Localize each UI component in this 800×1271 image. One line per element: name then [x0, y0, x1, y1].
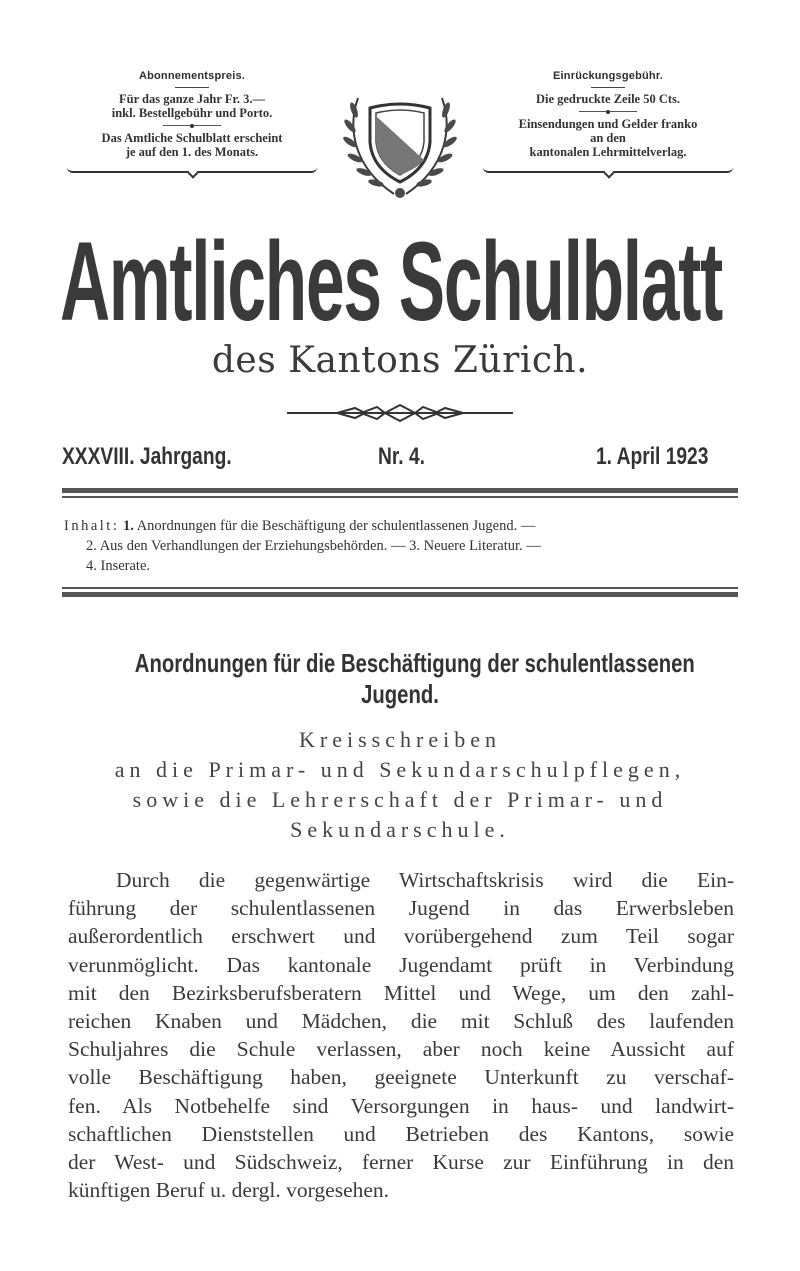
- contents-label: Inhalt:: [64, 518, 120, 534]
- double-rule-top-thick: [62, 488, 738, 493]
- masthead: [60, 222, 740, 342]
- body-line: reichen Knaben und Mädchen, die mit Schluß des laufenden: [68, 1009, 734, 1034]
- zurich-coat-of-arms-icon: [338, 86, 462, 204]
- issue-number: Nr. 4.: [378, 443, 425, 470]
- body-line: der West- und Südschweiz, ferner Kurse zur Einführung in den: [68, 1150, 734, 1175]
- subscription-price-title: Abonnementspreis.: [138, 70, 246, 82]
- ornament-divider-icon: [285, 403, 515, 423]
- insertion-fee-box: [478, 70, 738, 173]
- double-rule-bottom-thick: [62, 592, 738, 597]
- body-line: mit den Bezirksberufsberatern Mittel und Wege, um den zahl-: [68, 980, 734, 1005]
- contents-line: 2. Aus den Verhandlungen der Erziehungsbehörden. — 3. Neuere Literatur. —: [86, 538, 541, 554]
- body-line: Schuljahres die Schule verlassen, aber noch keine Aussicht auf: [68, 1037, 734, 1062]
- masthead-subtitle: des Kantons Zürich.: [211, 340, 589, 381]
- issue-date: 1. April 1923: [596, 443, 709, 470]
- brace-divider: [483, 165, 733, 173]
- body-line: fen. Als Notbehelfe sind Versorgungen in haus- und landwirt-: [68, 1093, 734, 1118]
- body-line: außerordentlich erschwert und vorübergehend zum Teil sogar: [68, 924, 734, 949]
- contents-line: Inhalt: 1. Anordnungen für die Beschäftigung der schulentlassenen Jugend. —: [64, 518, 536, 534]
- body-line: führung der schulentlassenen Jugend in das Erwerbsleben: [68, 896, 734, 921]
- contents-item: Neuere Literatur. —: [423, 538, 541, 554]
- body-line: künftigen Beruf u. dergl. vorgesehen.: [68, 1178, 390, 1203]
- schedule-line: je auf den 1. des Monats.: [125, 145, 259, 159]
- circular-heading: Kreisschreiben: [299, 727, 501, 752]
- article-title: Anordnungen für die Beschäftigung der schulentlassenen Jugend.: [134, 648, 695, 709]
- contents-item: Aus den Verhandlungen der Erziehungsbehörden. —: [99, 538, 406, 554]
- article-body: [68, 866, 734, 1204]
- insertion-fee-title: Einrückungsgebühr.: [553, 70, 663, 82]
- subscription-price-box: [62, 70, 322, 173]
- price-line: Für das ganze Jahr Fr. 3.—: [119, 92, 265, 106]
- brace-divider: [67, 165, 317, 173]
- body-line: volle Beschäftigung haben, geeignete Unterkunft zu verschaf-: [68, 1065, 734, 1090]
- double-rule-top-thin: [62, 496, 738, 498]
- divider: [175, 87, 209, 88]
- circular-line: an die Primar- und Sekundarschulpflegen,: [114, 757, 686, 782]
- body-line: Durch die gegenwärtige Wirtschaftskrisis wird die Ein-: [116, 868, 734, 892]
- contents-item: Anordnungen für die Beschäftigung der schulentlassenen Jugend. —: [136, 518, 536, 534]
- submission-line: kantonalen Lehrmittelverlag.: [529, 145, 687, 159]
- circular-line: sowie die Lehrerschaft der Primar- und: [132, 787, 668, 812]
- masthead-title: Amtliches Schulblatt: [60, 222, 723, 342]
- schedule-line: Das Amtliche Schulblatt erscheint: [101, 131, 283, 145]
- submission-line: an den: [590, 131, 626, 145]
- circular-line: Sekundarschule.: [290, 817, 510, 842]
- table-of-contents: [64, 516, 736, 576]
- rate-line: Die gedruckte Zeile 50 Cts.: [535, 92, 681, 106]
- price-line: inkl. Bestellgebühr und Porto.: [111, 106, 273, 120]
- double-rule-bottom-thin: [62, 587, 738, 589]
- body-line: verunmöglicht. Das kantonale Jugendamt prüft in Verbindung: [68, 952, 734, 977]
- dot-divider: [579, 111, 637, 112]
- contents-item: Inserate.: [100, 558, 151, 574]
- contents-line: 4. Inserate.: [86, 558, 151, 574]
- divider: [591, 87, 625, 88]
- submission-line: Einsendungen und Gelder franko: [518, 117, 698, 131]
- dot-divider: [163, 125, 221, 126]
- circular-addressees: [60, 725, 740, 845]
- body-line: schaftlichen Dienststellen und Betrieben des Kantons, sowie: [68, 1121, 734, 1146]
- issue-volume: XXXVIII. Jahrgang.: [62, 443, 232, 470]
